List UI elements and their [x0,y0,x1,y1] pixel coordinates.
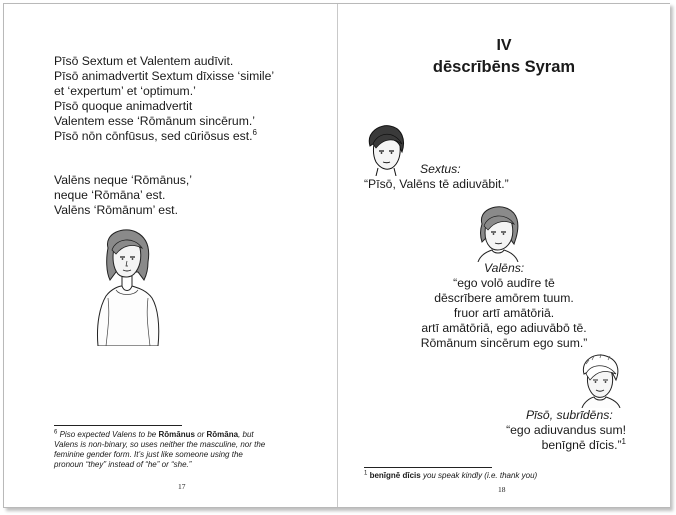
footnote-text: feminine gender form. It’s just like someone using the [54,450,243,459]
speech-line [438,438,626,453]
valens-portrait-icon [94,228,162,346]
text-line [54,129,274,144]
valens-portrait-icon [474,206,522,262]
left-page [4,4,336,507]
footnote-line [54,450,318,460]
footnote-text: pronoun “they” instead of “he” or “she.” [54,460,192,469]
footnote-mark: 1 [364,470,368,477]
footnote-line [54,430,318,440]
chapter-number: IV [496,37,512,54]
text-line-body: Pīsō nōn cōnfūsus, sed cūriōsus est. [54,129,253,143]
speech-line: “ego volō audīre tē [453,276,555,290]
speech-sextus [364,177,509,192]
speech-piso [438,423,626,453]
footnote-mark: 6 [54,429,58,436]
footnote-term: Rōmāna [206,430,239,439]
text-line: Valēns neque ‘Rōmānus,’ [54,173,192,187]
page-number: 17 [178,482,186,491]
footnote-term: benīgnē dīcis [369,471,421,480]
speech-line: “Pīsō, Valēns tē adiuvābit.” [364,177,509,191]
footnote-text: or [197,430,205,439]
chapter-title: dēscrībēns Syram [432,58,576,76]
text-line: Pīsō quoque animadvertit [54,99,193,113]
footnote-text: , but [238,430,254,439]
speech-line-body: benīgnē dīcis.” [541,438,622,452]
footnote-gloss: you speak kindly (i.e. thank you) [422,471,538,480]
text-line: Valēns ‘Rōmānum’ est. [54,203,178,217]
text-line: et ‘expertum’ et ‘optimum.’ [54,84,196,98]
speech-line: “ego adiuvandus sum! [506,423,626,437]
book-spread [3,3,670,508]
speech-line: dēscrībere amōrem tuum. [434,291,574,305]
footnote-line [54,460,318,470]
text-line: Pīsō animadvertit Sextum dīxisse ‘simile’ [54,69,275,83]
right-page [337,4,670,507]
text-line: Pīsō Sextum et Valentem audīvit. [54,54,234,68]
text-line: Valentem esse ‘Rōmānum sincērum.’ [54,114,255,128]
footnote-term: Rōmānus [158,430,195,439]
footnote-text: Valens is non-binary, so uses neither the masculine, nor the [54,440,266,449]
footnote-rule [54,425,182,426]
paragraph-1 [54,54,274,144]
speech-valens [378,276,630,351]
footnote-ref-6[interactable]: 6 [252,127,257,137]
footnote-6 [54,430,318,470]
sextus-portrait-icon [364,124,408,176]
footnote-ref-1[interactable]: 1 [621,436,626,446]
footnote-rule [364,467,492,468]
paragraph-2 [54,173,192,218]
speech-line: Rōmānum sincērum ego sum.” [420,336,588,350]
speaker-sextus: Sextus: [420,162,461,176]
speech-line: fruor artī amātōriā. [453,306,555,320]
footnote-line [54,440,318,450]
footnote-text: Piso expected Valens to be [59,430,157,439]
text-line: neque ‘Rōmāna’ est. [54,188,166,202]
footnote-1 [364,471,654,481]
speaker-piso: Pīsō, subrīdēns: [526,408,613,422]
piso-portrait-icon [576,354,622,408]
speech-line: artī amātōriā, ego adiuvābō tē. [421,321,587,335]
page-number: 18 [498,485,506,494]
speaker-valens: Valēns: [484,261,525,275]
